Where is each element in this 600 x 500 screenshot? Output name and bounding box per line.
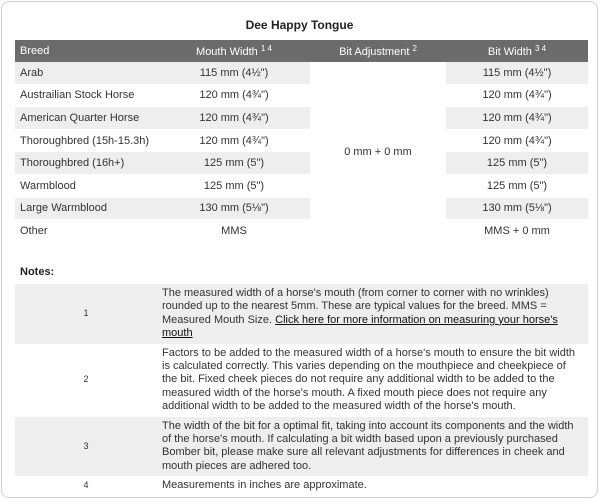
table-row	[15, 62, 588, 85]
table-row	[15, 220, 588, 243]
note-body: The measured width of a horse's mouth (from corner to corner with no wrinkles) rounded up to the nearest 5mm. These are typical values for the breed. MMS = Measured Mouth Size.	[162, 287, 549, 326]
measuring-info-link[interactable]: Click here for more information on measuring your horse's mouth	[162, 313, 558, 340]
mouth-width-cell: MMS	[158, 220, 310, 243]
note-number: 2	[15, 344, 157, 417]
bit-size-table	[15, 40, 588, 243]
breed-cell: Austrailian Stock Horse	[15, 85, 158, 108]
notes-table	[15, 284, 588, 496]
mouth-width-cell: 130 mm (5⅛")	[158, 198, 310, 221]
mouth-width-cell: 125 mm (5")	[158, 175, 310, 198]
mouth-width-cell: 115 mm (4½")	[158, 62, 310, 85]
note-text	[157, 284, 588, 344]
bit-width-cell: 120 mm (4¾")	[446, 107, 588, 130]
note-number: 4	[15, 476, 157, 495]
breed-cell: American Quarter Horse	[15, 107, 158, 130]
note-row	[15, 344, 588, 417]
breed-cell: Thoroughbred (16h+)	[15, 152, 158, 175]
note-number: 3	[15, 417, 157, 477]
mouth-width-cell: 120 mm (4¾")	[158, 85, 310, 108]
bit-width-cell: 130 mm (5⅛")	[446, 198, 588, 221]
bit-size-card	[1, 1, 598, 498]
bit-width-cell: 115 mm (4½")	[446, 62, 588, 85]
bit-width-cell: 125 mm (5")	[446, 175, 588, 198]
mouth-width-cell: 125 mm (5")	[158, 152, 310, 175]
breed-cell: Thoroughbred (15h-15.3h)	[15, 130, 158, 153]
breed-cell: Other	[15, 220, 158, 243]
note-text: Measurements in inches are approximate.	[157, 476, 588, 495]
header-bit-width-ref: 3 4	[534, 44, 547, 53]
page-title: Dee Happy Tongue	[245, 18, 354, 32]
bit-width-cell: 120 mm (4¾")	[446, 85, 588, 108]
header-bit-width	[446, 40, 588, 62]
header-bit-adjustment-label: Bit Adjustment	[339, 46, 410, 58]
header-bit-adjustment	[310, 40, 446, 62]
header-mouth-width-label: Mouth Width	[196, 46, 258, 58]
table-row	[15, 85, 588, 108]
bit-width-cell: MMS + 0 mm	[446, 220, 588, 243]
mouth-width-cell: 120 mm (4¾")	[158, 130, 310, 153]
breed-cell: Warmblood	[15, 175, 158, 198]
note-row	[15, 476, 588, 495]
bit-adjustment-cell: 0 mm + 0 mm	[310, 62, 446, 243]
notes-heading: Notes:	[20, 266, 55, 278]
header-breed: Breed	[15, 40, 158, 62]
note-row	[15, 284, 588, 344]
mouth-width-cell: 120 mm (4¾")	[158, 107, 310, 130]
note-row	[15, 417, 588, 477]
header-mouth-width-ref: 1 4	[260, 44, 272, 53]
table-row	[15, 152, 588, 175]
bit-width-cell: 120 mm (4¾")	[446, 130, 588, 153]
header-bit-adjustment-ref: 2	[412, 44, 417, 53]
table-row	[15, 175, 588, 198]
breed-cell: Arab	[15, 62, 158, 85]
table-row	[15, 130, 588, 153]
header-mouth-width	[158, 40, 310, 62]
table-header-row	[15, 40, 588, 62]
note-number: 1	[15, 284, 157, 344]
bit-width-cell: 125 mm (5")	[446, 152, 588, 175]
note-text: The width of the bit for a optimal fit, taking into account its components and the width of the horse's mouth. If calculating a bit width based upon a previously purchased Bomber bit, please make sure all relevant adjustments for differences in cheek and mouth pieces are adhered too.	[157, 417, 588, 477]
note-text: Factors to be added to the measured width of a horse's mouth to ensure the bit width is calculated correctly. This varies depending on the mouthpiece and cheekpiece of the bit. Fixed cheek pieces do not require any additional width to be added to the measured width of the horse's mouth. A fixed mouth piece does not require any additional width to be added to the measured width of the horse's mouth.	[157, 344, 588, 417]
table-row	[15, 107, 588, 130]
header-bit-width-label: Bit Width	[487, 46, 532, 58]
breed-cell: Large Warmblood	[15, 198, 158, 221]
table-row	[15, 198, 588, 221]
